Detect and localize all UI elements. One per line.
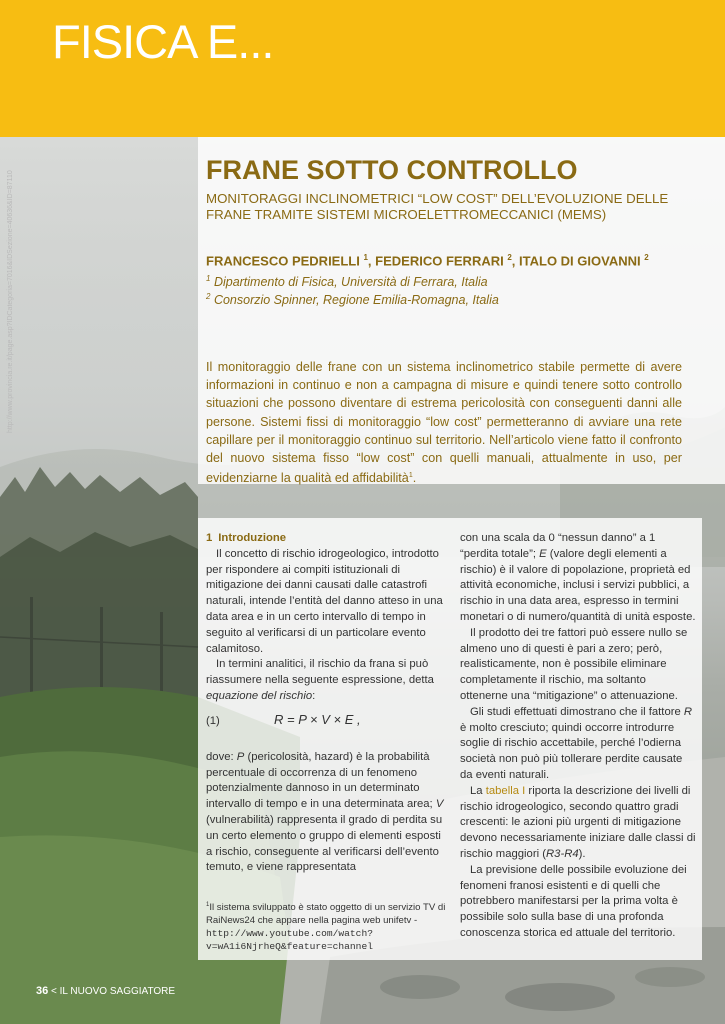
paragraph: Il prodotto dei tre fattori può essere nullo se almeno uno di questi è pari a zero; però, realisticamente, non è possibile eliminare completamente il rischio, ma soltanto ottenerne una “mitigazione” o attenuazione.: [460, 626, 688, 702]
author-name: ITALO DI GIOVANNI: [519, 253, 641, 269]
variable: V: [435, 798, 444, 811]
author-affiliation-mark: 1: [363, 253, 368, 262]
footer-separator: <: [51, 986, 57, 997]
paragraph-text: (pericolosità, hazard) è la probabilità percentuale di occorrenza di un fenomeno potenzialmente dannoso in un determinato intervallo di tempo e in una determinata area;: [206, 750, 436, 811]
paragraph: [206, 657, 446, 704]
paragraph: [460, 705, 696, 784]
section-title: FISICA E...: [52, 15, 274, 68]
author-name: FRANCESCO PEDRIELLI: [206, 253, 360, 269]
variable: R3-R4: [546, 847, 579, 860]
emphasis: equazione del rischio: [206, 689, 313, 702]
side-source-url: [3, 168, 17, 433]
abstract-footnote-mark: 1: [408, 472, 413, 480]
article-subtitle: MONITORAGGI INCLINOMETRICI “LOW COST” DELL’EVOLUZIONE DELLE FRANE TRAMITE SISTEMI MICROELETTROMECCANICI (MEMS): [206, 191, 669, 222]
journal-name: IL NUOVO SAGGIATORE: [59, 986, 176, 997]
paragraph: La previsione delle possibile evoluzione dei fenomeni franosi esistenti e di quelli che potrebbero manifestarsi per la prima volta è possibile solo sulla base di una profonda conoscenza storica ed attuale del territorio.: [460, 863, 687, 939]
footnote-text: Il sistema sviluppato è stato oggetto di un servizio TV di RaiNews24 che appare nella pagina web unifetv -: [206, 902, 446, 927]
section-heading-text: Introduzione: [218, 532, 287, 544]
paragraph-text: (valore degli elementi a rischio) è il valore di popolazione, proprietà ed attività economiche, inclusi i servizi pubblici, a rischio in una data area, espresso in termini monetari o di numero/quantità di unità esposte.: [460, 547, 696, 623]
abstract: [206, 358, 682, 488]
paragraph-text: è molto cresciuto; quindi occorre introdurre soglie di rischio accettabile, perché l’odierna società non può più tollerare perdite causate da eventi naturali.: [460, 721, 683, 781]
author-separator: ,: [511, 253, 520, 269]
table-reference-link[interactable]: tabella I: [485, 784, 526, 797]
equation-label: (1): [206, 714, 220, 727]
paragraph-text: :: [312, 689, 316, 702]
paragraph-text: dove:: [206, 750, 237, 763]
abstract-text: Il monitoraggio delle frane con un sistema inclinometrico stabile permette di avere informazioni in continuo e non a campagna di misure e quindi tenere sotto controllo situazioni che possono diventare di estrema pericolosità con conseguenti danni alle persone. Sistemi fissi di monitoraggio “low cost” permetteranno di avviare una rete capillare per il monitoraggio continuo sul territorio. Nell’articolo viene fatto il confronto del nuovo sistema fisso “low cost” con quelli manuali, attualmente in uso, per evidenziarne la qualità ed affidabilità: [206, 360, 682, 486]
variable: P: [236, 750, 245, 763]
paragraph: Il concetto di rischio idrogeologico, introdotto per rispondere ai compiti istituzionali di mitigazione dei danni causati dalle catastrofi naturali, intende l’entità del danno atteso in una data area e in un certo intervallo di tempo in seguito al verificarsi di un particolare evento calamitoso.: [206, 547, 443, 655]
author-list: [206, 253, 649, 268]
author-name: FEDERICO FERRARI: [375, 253, 504, 269]
column-left: [206, 531, 446, 876]
paragraph: [460, 784, 696, 863]
footnote-number: 1: [206, 902, 210, 908]
variable: R: [683, 705, 693, 718]
affiliation-text: Dipartimento di Fisica, Università di Ferrara, Italia: [213, 275, 488, 290]
side-url-text: http://www.provincia.re.it/page.asp?IDCategoria=7016&IDSezione=40636&ID=87110: [7, 170, 14, 433]
paragraph-text: La: [470, 784, 486, 797]
paragraph-text: con una scala da 0 “nessun danno” a 1 “perdita totale”;: [460, 532, 656, 560]
paragraph-text: (vulnerabilità) rappresenta il grado di perdita su un certo elemento o gruppo di elementi esposti a rischio, conseguente al verificarsi dell’evento temuto, e viene rappresentata: [206, 813, 443, 874]
affiliation-number: 1: [206, 274, 211, 283]
author-affiliation-mark: 2: [507, 253, 512, 262]
page-footer: [36, 985, 175, 997]
paragraph-text: Gli studi effettuati dimostrano che il fattore: [470, 705, 684, 718]
variable: E: [539, 547, 547, 560]
author-affiliation-mark: 2: [644, 253, 649, 262]
affiliation-1: [206, 274, 488, 289]
affiliation-number: 2: [206, 292, 211, 301]
footnote-url[interactable]: http://www.youtube.com/watch?v=wA1i6NjrheQ&feature=channel: [206, 928, 373, 953]
equation: R = P × V × E ,: [274, 711, 361, 727]
paragraph-text: In termini analitici, il rischio da frana si può riassumere nella seguente espressione, detta: [206, 658, 434, 687]
paragraph-text: riporta la descrizione dei livelli di rischio idrogeologico, secondo quattro gradi crescenti: le azioni più urgenti di mitigazione devono necessariamente iniziare dalle classi di rischio maggiori (: [460, 784, 696, 860]
header-band: [0, 0, 725, 137]
article-title: FRANE SOTTO CONTROLLO: [206, 155, 578, 185]
section-number: 1: [206, 532, 213, 544]
section-heading: [206, 531, 446, 547]
column-right: [460, 531, 696, 942]
equation-row: [206, 712, 446, 738]
author-separator: ,: [367, 253, 376, 269]
affiliation-2: [206, 292, 499, 307]
page-number: 36: [36, 985, 49, 997]
paragraph: [206, 750, 446, 876]
paragraph: [460, 531, 696, 626]
footnote: [206, 899, 446, 953]
paragraph-text: ).: [578, 847, 586, 860]
abstract-end: .: [412, 471, 417, 486]
affiliation-text: Consorzio Spinner, Regione Emilia-Romagna, Italia: [213, 293, 499, 308]
